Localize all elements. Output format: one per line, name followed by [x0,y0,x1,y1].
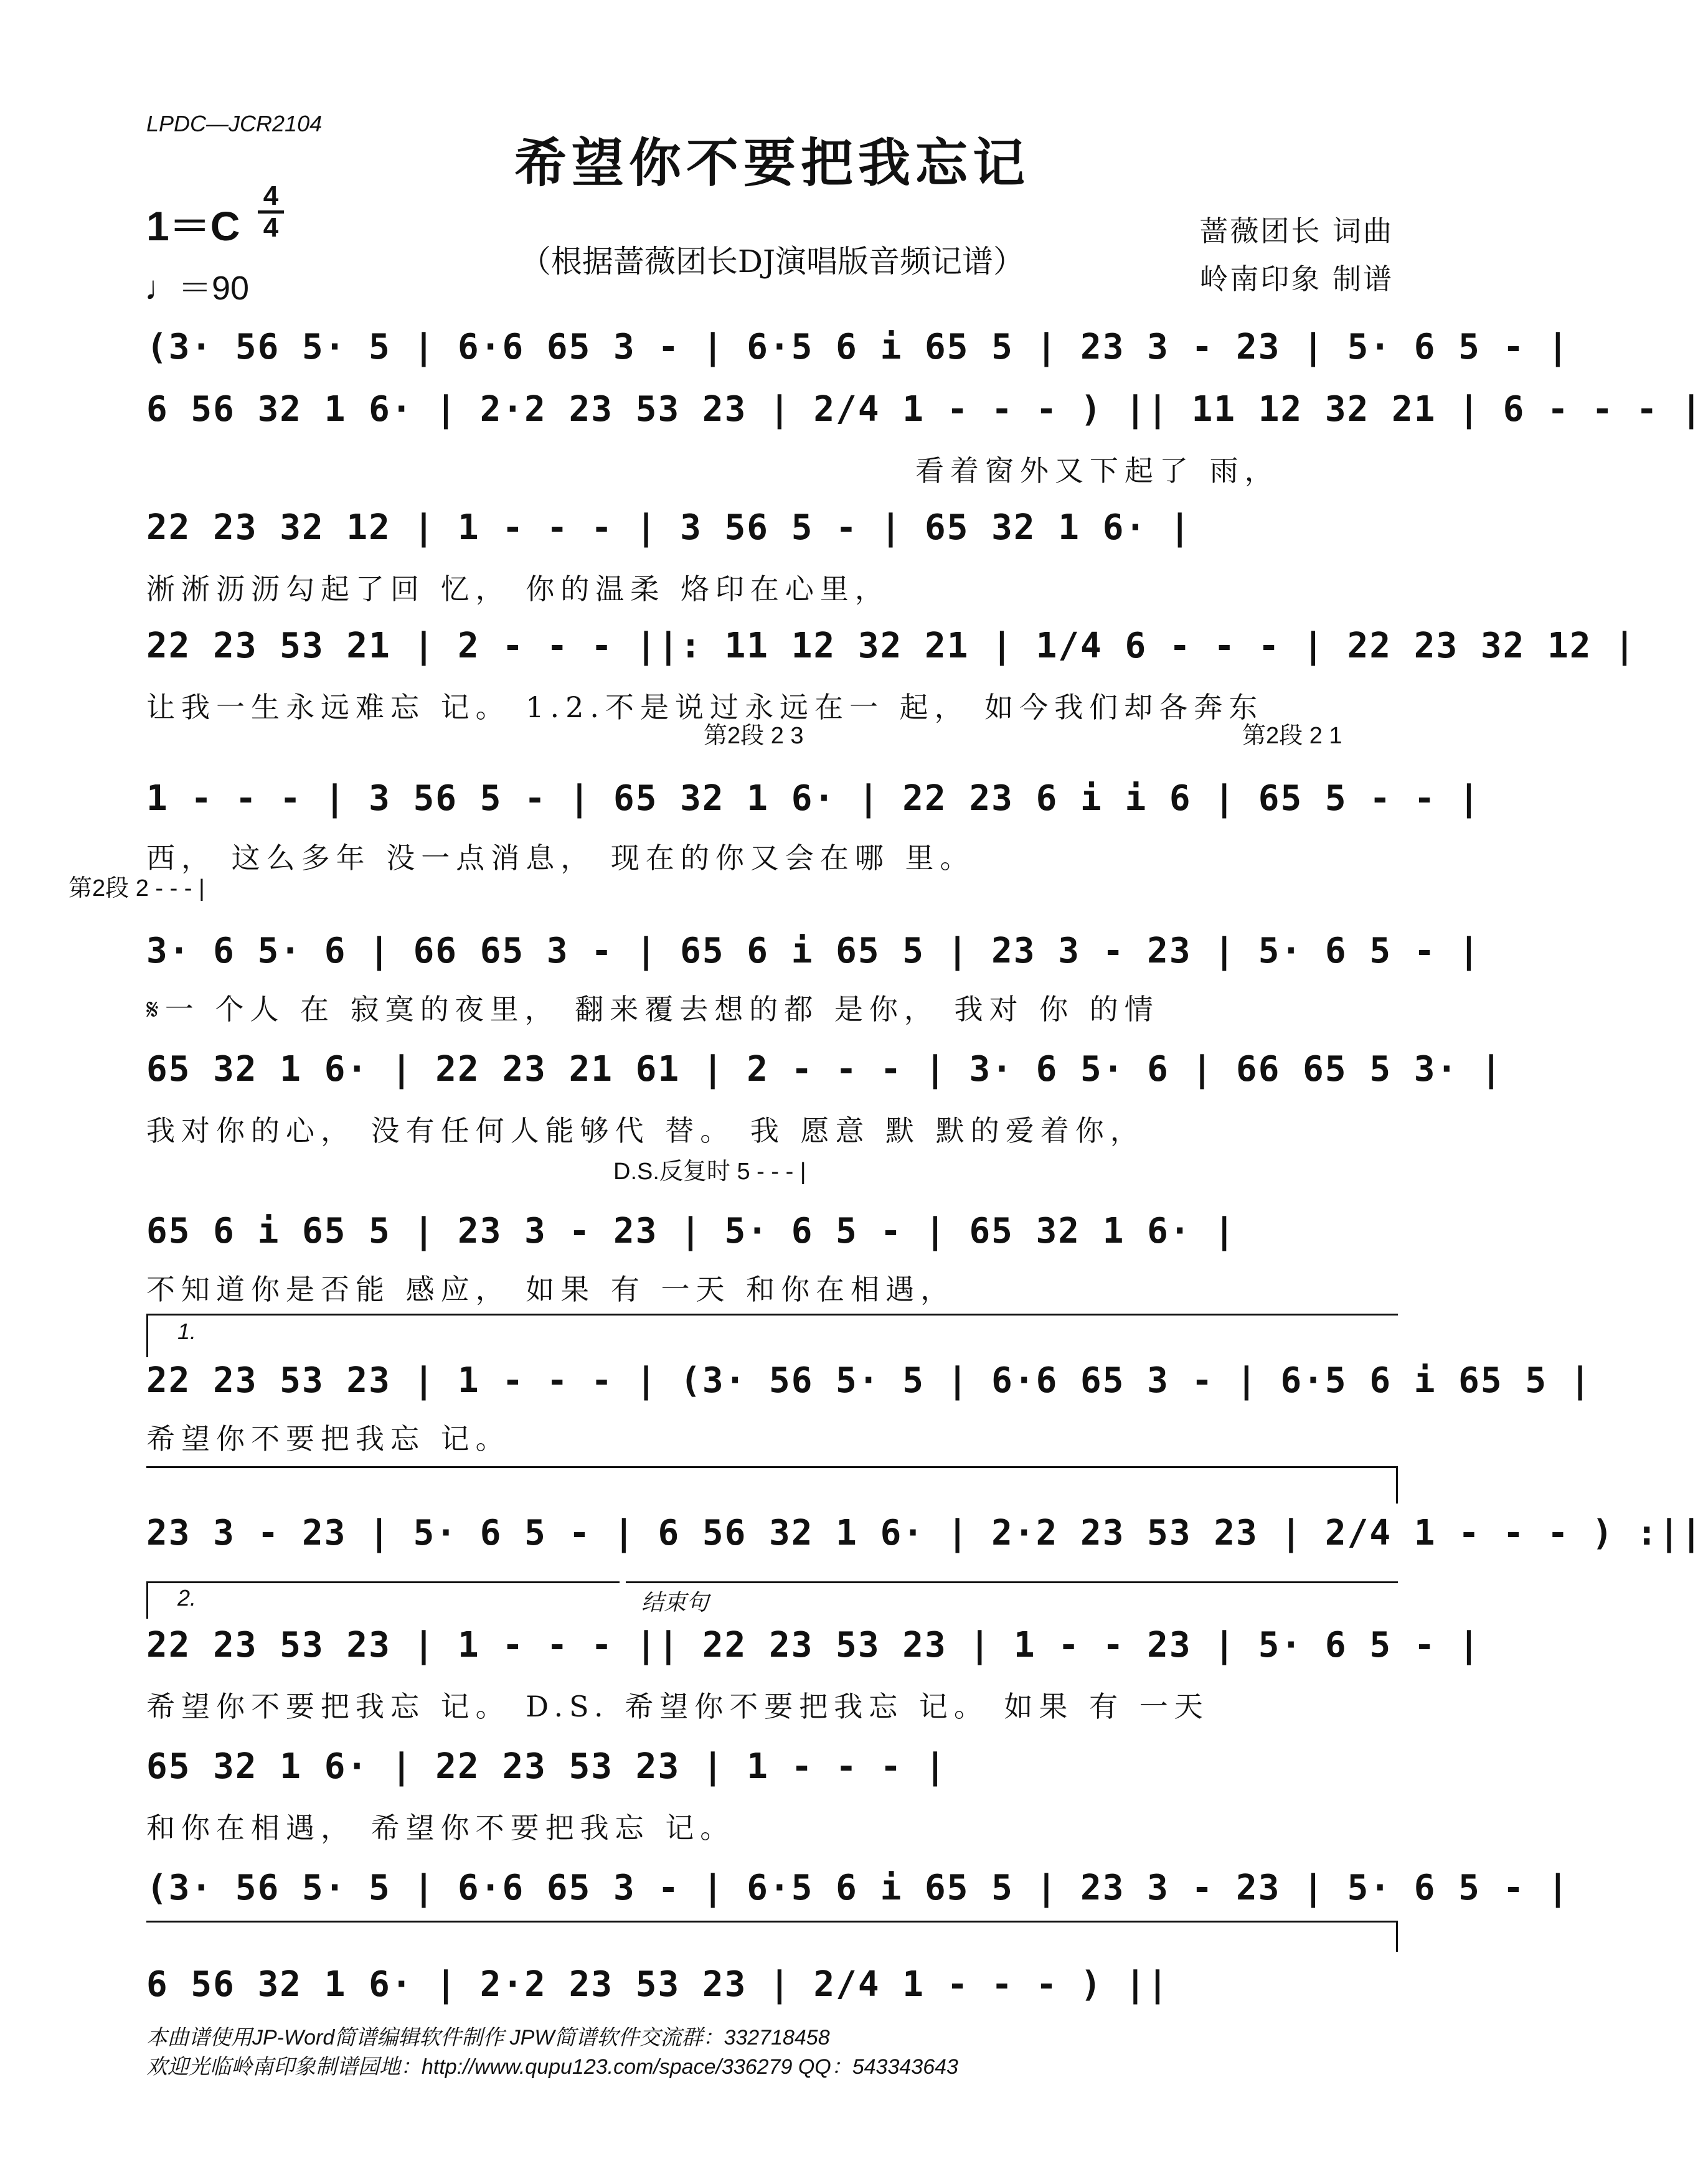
lyric-line-5: 西， 这么多年 没一点消息， 现在的你又会在哪 里。 [146,841,975,875]
lyric-line-4: 让我一生永远难忘 记。 1.2.不是说过永远在一 起， 如今我们却各奔东 [146,690,1264,724]
notation-line-6: 3· 6 5· 6 | 66 65 3 - | 65 6 i 65 5 | 23 3 - 23 | 5· 6 5 - | [146,931,1481,971]
notation-line-5: 1 - - - | 3 56 5 - | 65 32 1 6· | 22 23 6 i i 6 | 65 5 - - | [146,778,1481,819]
lyric-line-9: 希望你不要把我忘 记。 [146,1422,511,1456]
lyric-line-11: 希望你不要把我忘 记。 D.S. 希望你不要把我忘 记。 如果 有 一天 [146,1690,1209,1723]
lyric-line-12: 和你在相遇， 希望你不要把我忘 记。 [146,1811,735,1845]
lyric-line-2: 看着窗外又下起了 雨， [915,454,1280,487]
notation-line-3: 22 23 32 12 | 1 - - - | 3 56 5 - | 65 32 1 6· | [146,507,1192,548]
ds-repeat-note: D.S.反复时 5 - - - | [613,1159,806,1185]
first-ending-bracket [146,1314,1398,1316]
notation-line-4: 22 23 53 21 | 2 - - - ||: 11 12 32 21 | 1/4 6 - - - | 22 23 32 12 | [146,626,1636,666]
outro-end-tick [1396,1921,1398,1952]
first-ending-tick [146,1314,148,1357]
coda-label: 结束句 [641,1589,709,1615]
key-signature: 1＝C [146,203,240,249]
notation-line-2: 6 56 32 1 6· | 2·2 23 53 23 | 2/4 1 - - - ) || 11 12 32 21 | 6 - - - | [146,389,1703,430]
footer-website-line: 欢迎光临岭南印象制谱园地：http://www.qupu123.com/space/336279 QQ：543343643 [146,2055,958,2079]
notation-line-11: 22 23 53 23 | 1 - - - || 22 23 53 23 | 1 - - 23 | 5· 6 5 - | [146,1625,1481,1665]
lyricist-credit: 蔷薇团长 词曲 [1199,214,1394,248]
verse2-note-c: 第2段 2 - - - | [68,875,205,901]
notation-line-1: (3· 56 5· 5 | 6·6 65 3 - | 6·5 6 i 65 5 | 23 3 - 23 | 5· 6 5 - | [146,327,1570,367]
second-ending-bracket [146,1581,620,1583]
outro-bracket [146,1921,1398,1923]
notation-line-9: 22 23 53 23 | 1 - - - | (3· 56 5· 5 | 6·6 65 3 - | 6·5 6 i 65 5 | [146,1360,1592,1401]
tempo-marking: ♩＝90 [144,270,250,307]
time-signature-top: 4 [263,181,279,211]
time-signature [255,182,286,242]
score-code: LPDC—JCR2104 [146,111,323,136]
verse2-note-b: 第2段 2 1 [1242,723,1342,749]
notation-line-10: 23 3 - 23 | 5· 6 5 - | 6 56 32 1 6· | 2·2 23 53 23 | 2/4 1 - - - ) :|| [146,1513,1703,1553]
first-ending-end-tick [1396,1466,1398,1504]
time-signature-bottom: 4 [263,212,279,243]
notation-line-13: (3· 56 5· 5 | 6·6 65 3 - | 6·5 6 i 65 5 | 23 3 - 23 | 5· 6 5 - | [146,1868,1570,1908]
lyric-line-7: 我对你的心， 没有任何人能够代 替。 我 愿意 默 默的爱着你， [146,1114,1145,1147]
lyric-line-3: 淅淅沥沥勾起了回 忆， 你的温柔 烙印在心里， [146,572,890,606]
verse2-note-a: 第2段 2 3 [704,723,804,749]
lyric-line-6: 𝄋一 个人 在 寂寞的夜里， 翻来覆去想的都 是你， 我对 你 的情 [146,992,1159,1026]
notation-line-8: 65 6 i 65 5 | 23 3 - 23 | 5· 6 5 - | 65 32 1 6· | [146,1211,1237,1251]
second-ending-label: 2. [177,1585,197,1611]
coda-bracket [626,1581,1398,1583]
notation-line-14: 6 56 32 1 6· | 2·2 23 53 23 | 2/4 1 - - - ) || [146,1964,1169,2005]
subtitle: （根据蔷薇团长DJ演唱版音频记谱） [519,243,1025,280]
footer-software-line: 本曲谱使用JP-Word简谱编辑软件制作 JPW简谱软件交流群：332718458 [146,2026,830,2050]
first-ending-label: 1. [177,1319,197,1344]
first-ending-continuation [146,1466,1398,1468]
arranger-credit: 岭南印象 制谱 [1199,262,1394,296]
notation-line-12: 65 32 1 6· | 22 23 53 23 | 1 - - - | [146,1746,947,1787]
notation-line-7: 65 32 1 6· | 22 23 21 61 | 2 - - - | 3· 6 5· 6 | 66 65 5 3· | [146,1049,1503,1090]
second-ending-tick [146,1581,148,1619]
song-title: 希望你不要把我忘记 [514,132,1030,194]
lyric-line-8: 不知道你是否能 感应， 如果 有 一天 和你在相遇， [146,1273,956,1306]
